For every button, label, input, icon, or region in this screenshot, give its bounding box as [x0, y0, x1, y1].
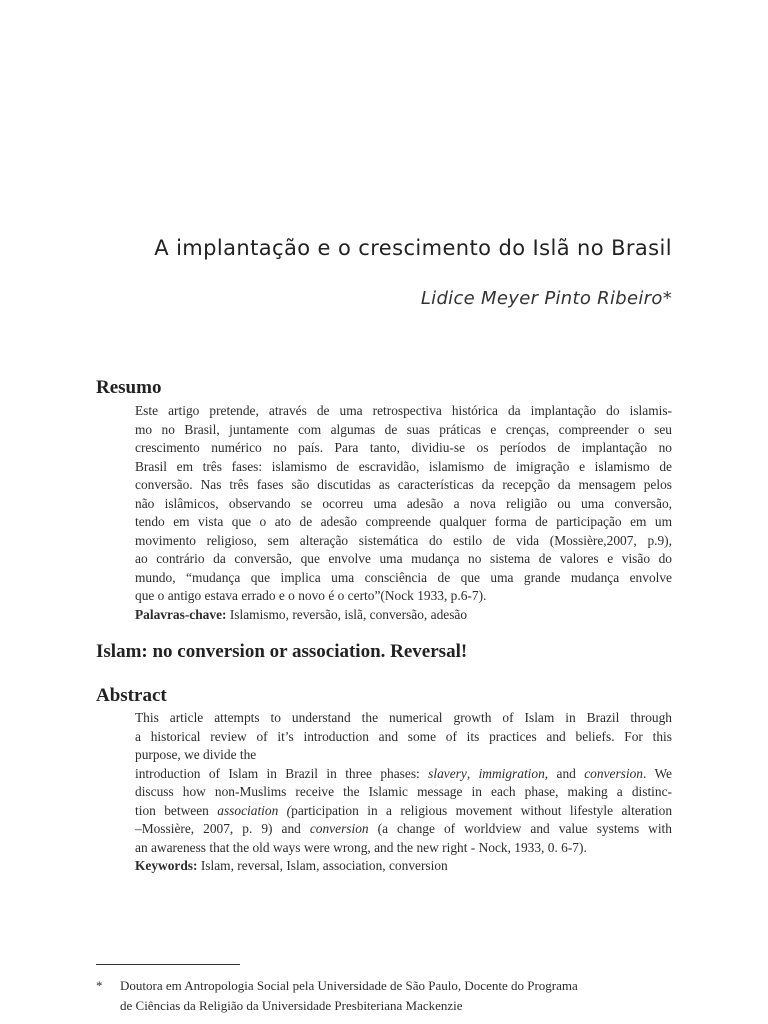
- abstract-text: introduction of Islam in Brazil in three phases:: [135, 765, 429, 781]
- resumo-line: tendo em vista que o ato de adesão compreende qualquer forma de participação em um: [135, 514, 672, 529]
- resumo-line: mundo, “mudança que implica uma consciência de que uma grande mudança envolve: [135, 569, 672, 585]
- resumo-keywords-value: Islamismo, reversão, islã, conversão, adesão: [226, 606, 468, 622]
- resumo-line: Este artigo pretende, através de uma retrospectiva histórica da implantação do islamis-: [135, 403, 672, 418]
- abstract-text: ,: [466, 765, 479, 781]
- resumo-line: não islâmicos, observando se ocorreu uma adesão a nova religião ou uma conversão,: [135, 495, 672, 511]
- abstract-keywords-label: Keywords:: [135, 858, 198, 873]
- footnote-line: de Ciências da Religião da Universidade Presbiteriana Mackenzie: [120, 998, 463, 1013]
- abstract-keywords-value: Islam, reversal, Islam, association, conversion: [197, 858, 448, 873]
- english-title: Islam: no conversion or association. Reversal!: [96, 641, 468, 662]
- resumo-keywords: [135, 606, 672, 625]
- article-title: A implantação e o crescimento do Islã no Brasil: [154, 236, 672, 260]
- resumo-line: Brasil em três fases: islamismo de escravidão, islamismo de imigração e islamismo de: [135, 458, 672, 474]
- footnote: [96, 976, 672, 1016]
- abstract-line: [135, 765, 672, 784]
- resumo-line: ao contrário da conversão, que envolve uma mudança no sistema de valores e visão do: [135, 551, 672, 566]
- resumo-line: movimento religioso, sem alteração sistemática do estilo de vida (Mossière,2007, p.9),: [135, 532, 672, 548]
- abstract-text: tion between: [135, 802, 218, 818]
- article-author: Lidice Meyer Pinto Ribeiro*: [420, 288, 672, 309]
- abstract-keywords: [135, 857, 672, 876]
- resumo-line: que o antigo estava errado e o novo é o certo”(Nock 1933, p.6-7).: [135, 588, 487, 603]
- footnote-line: Doutora em Antropologia Social pela Universidade de São Paulo, Docente do Programa: [120, 978, 578, 993]
- abstract-text: participation in a religious movement without lifestyle alteration: [291, 802, 673, 818]
- resumo-heading: Resumo: [96, 377, 162, 398]
- abstract-italic-term: conversion: [309, 821, 369, 836]
- resumo-line: conversão. Nas três fases são discutidas as características da recepção da mensagem pelos: [135, 477, 672, 492]
- abstract-line: This article attempts to understand the numerical growth of Islam in Brazil through: [135, 710, 672, 725]
- abstract-text: –Mossière, 2007, p. 9) and: [135, 821, 310, 836]
- abstract-body: [135, 709, 672, 876]
- resumo-body: [135, 402, 672, 624]
- abstract-text: (a change of worldview and value systems with: [368, 821, 672, 836]
- abstract-line: [135, 802, 672, 821]
- footnote-rule: [96, 964, 240, 965]
- resumo-line: crescimento numérico no país. Para tanto, dividiu-se os períodos de implantação no: [135, 440, 672, 455]
- resumo-keywords-label: Palavras-chave:: [135, 606, 227, 622]
- abstract-line: purpose, we divide the: [135, 747, 257, 762]
- abstract-heading: Abstract: [96, 685, 167, 706]
- abstract-text: , and: [544, 765, 585, 781]
- resumo-line: mo no Brasil, juntamente com algumas de suas práticas e crenças, compreender o seu: [135, 421, 672, 437]
- abstract-italic-term: immigration: [478, 765, 545, 781]
- abstract-line: discuss how non-Muslims receive the Islamic message in each phase, making a distinc-: [135, 784, 672, 799]
- abstract-line: a historical review of it’s introduction and some of its practices and beliefs. For this: [135, 728, 672, 744]
- abstract-line: [135, 820, 672, 839]
- abstract-italic-term: association (: [217, 802, 292, 818]
- footnote-mark: *: [96, 978, 103, 993]
- abstract-text: . We: [643, 765, 672, 781]
- abstract-line: an awareness that the old ways were wrong, and the new right - Nock, 1933, 0. 6-7).: [135, 839, 587, 855]
- abstract-italic-term: conversion: [584, 765, 643, 781]
- abstract-italic-term: slavery: [428, 765, 467, 781]
